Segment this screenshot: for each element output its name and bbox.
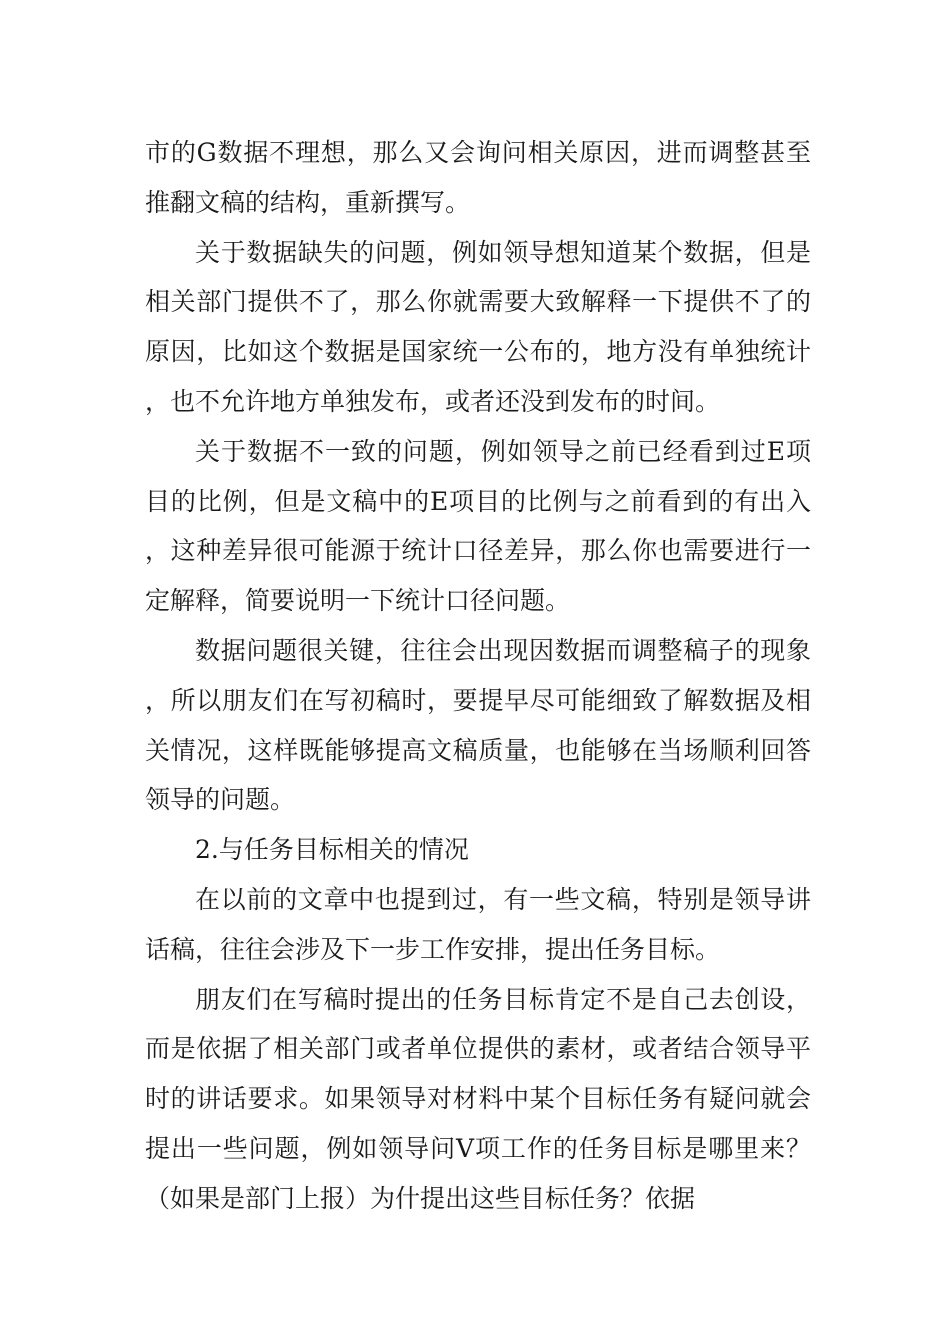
paragraph-task-goals-source: 朋友们在写稿时提出的任务目标肯定不是自己去创设，而是依据了相关部门或者单位提供的素材，或者结合领导平时的讲话要求。如果领导对材料中某个目标任务有疑问就会提出一些问题，例如领导问V项工作的任务目标是哪里来？（如果是部门上报）为什提出这些目标任务？依据 [145,984,811,1213]
section-heading-task-goals: 2.与任务目标相关的情况 [195,835,469,865]
paragraph-data-importance: 数据问题很关键，往往会出现因数据而调整稿子的现象，所以朋友们在写初稿时，要提早尽可能细致了解数据及相关情况，这样既能够提高文稿质量，也能够在当场顺利回答领导的问题。 [145,635,811,815]
paragraph-data-g-continuation: 市的G数据不理想，那么又会询问相关原因，进而调整甚至推翻文稿的结构，重新撰写。 [145,138,811,217]
paragraph-data-missing: 关于数据缺失的问题，例如领导想知道某个数据，但是相关部门提供不了，那么你就需要大致解释一下提供不了的原因，比如这个数据是国家统一公布的，地方没有单独统计，也不允许地方单独发布，或者还没到发布的时间。 [145,237,811,416]
document-body [145,128,811,1224]
paragraph-task-goals-intro: 在以前的文章中也提到过，有一些文稿，特别是领导讲话稿，往往会涉及下一步工作安排，提出任务目标。 [145,884,811,964]
paragraph-data-inconsistent: 关于数据不一致的问题，例如领导之前已经看到过E项目的比例，但是文稿中的E项目的比例与之前看到的有出入，这种差异很可能源于统计口径差异，那么你也需要进行一定解释，简要说明一下统计口径问题。 [145,436,811,616]
